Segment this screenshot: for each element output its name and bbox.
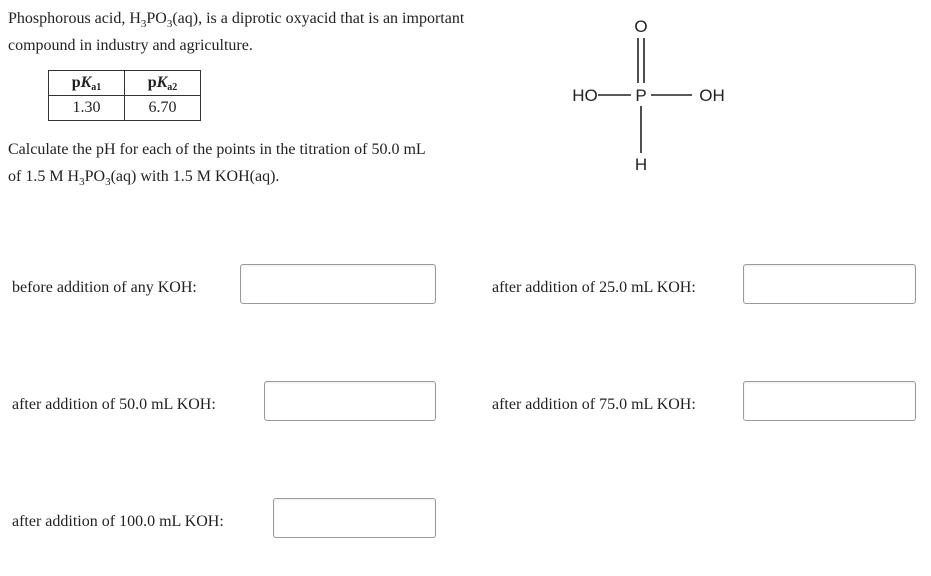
- answer-label-25ml: after addition of 25.0 mL KOH:: [492, 279, 696, 296]
- pka-subscript: a2: [167, 82, 178, 93]
- pka-symbol: pK: [147, 74, 168, 91]
- pka-value-row: [49, 96, 201, 121]
- phosphorous-acid-structure: [540, 10, 740, 180]
- structure-ho-label: HO: [572, 86, 598, 105]
- subscript: 3: [105, 176, 111, 188]
- answer-input-50ml[interactable]: [264, 381, 436, 421]
- structure-oh-label: OH: [699, 86, 725, 105]
- answer-label-before: before addition of any KOH:: [12, 279, 197, 296]
- question-text-part: (aq) with 1.5 M KOH(aq).: [110, 168, 280, 185]
- answer-label-75ml: after addition of 75.0 mL KOH:: [492, 396, 696, 413]
- intro-text-part: Phosphorous acid, H: [8, 10, 141, 27]
- intro-text: [8, 5, 468, 59]
- structure-h-label: H: [634, 155, 648, 174]
- answer-input-100ml[interactable]: [273, 498, 436, 538]
- subscript: 3: [166, 18, 173, 30]
- pka-header-row: [49, 71, 201, 96]
- pka-subscript: a1: [91, 82, 102, 93]
- answer-input-25ml[interactable]: [743, 264, 916, 304]
- pka1-header: [49, 71, 125, 96]
- intro-text-part: PO: [146, 10, 167, 27]
- subscript: 3: [140, 18, 147, 30]
- question-text-part: Calculate the pH for each of the points in the titration of 50.0 mL of 1.5 M H: [8, 141, 426, 185]
- answer-label-50ml: after addition of 50.0 mL KOH:: [12, 396, 216, 413]
- question-text: [8, 136, 428, 190]
- question-text-part: PO: [84, 168, 106, 185]
- pka-symbol: pK: [71, 74, 92, 91]
- structure-p-label: P: [635, 86, 647, 105]
- answer-label-100ml: after addition of 100.0 mL KOH:: [12, 513, 224, 530]
- subscript: 3: [79, 176, 85, 188]
- pka2-header: [125, 71, 201, 96]
- structure-o-label: O: [634, 17, 648, 36]
- intro-text-part: (aq), is a diprotic oxyacid that is an important compound in industry and agriculture.: [8, 10, 465, 54]
- pka2-value: 6.70: [125, 96, 201, 121]
- answer-input-75ml[interactable]: [743, 381, 916, 421]
- pka1-value: 1.30: [49, 96, 125, 121]
- pka-table: [48, 70, 201, 121]
- answer-input-before[interactable]: [240, 264, 436, 304]
